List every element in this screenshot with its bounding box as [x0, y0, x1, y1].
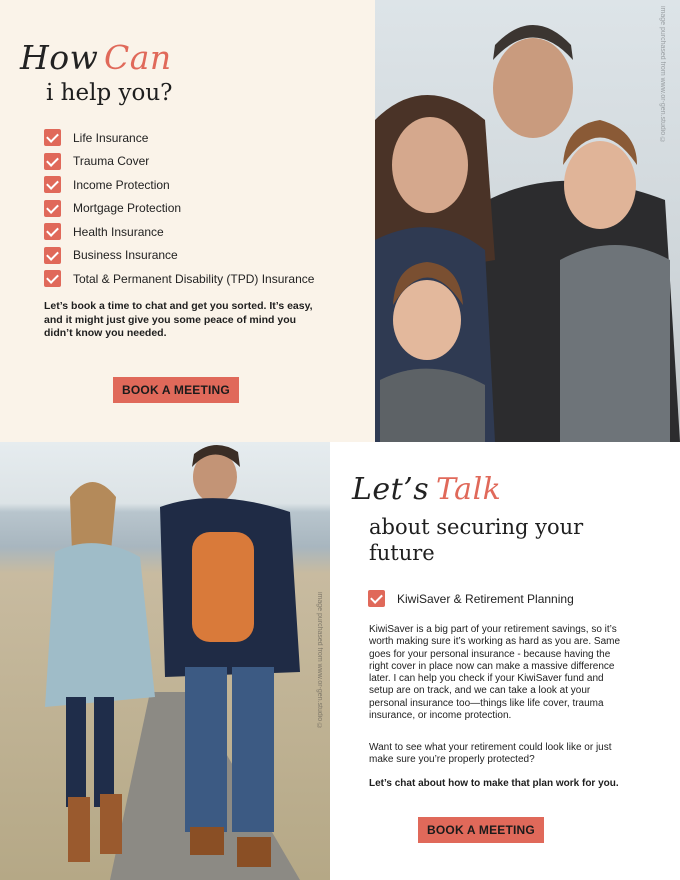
- checkbox-checked-icon: [44, 129, 61, 146]
- chat-plan-paragraph: Let’s chat about how to make that plan work for you.: [369, 778, 619, 789]
- intro-paragraph: Let’s book a time to chat and get you sorted. It’s easy, and it might just give you some peace of mind you didn’t know you needed.: [44, 300, 313, 339]
- book-meeting-button[interactable]: BOOK A MEETING: [113, 377, 239, 403]
- service-label: Total & Permanent Disability (TPD) Insurance: [73, 271, 315, 286]
- service-item: [44, 220, 314, 244]
- checkbox-checked-icon: [44, 200, 61, 217]
- checkbox-checked-icon: [368, 590, 385, 607]
- service-item: [44, 173, 314, 197]
- family-illustration: [375, 0, 680, 442]
- heading-securing-future: about securing your future: [369, 515, 584, 565]
- service-item: [368, 590, 574, 607]
- family-photo: [375, 0, 680, 442]
- services-checklist: [44, 126, 314, 291]
- photo-watermark: image purchased from www.or-gen.studio ©: [316, 592, 323, 731]
- service-label: Income Protection: [73, 177, 170, 192]
- service-label: Trauma Cover: [73, 154, 150, 169]
- service-item: [44, 244, 314, 268]
- retirement-question-paragraph: Want to see what your retirement could look like or just make sure you’re properly protected?: [369, 742, 612, 766]
- heading-can: Can: [104, 38, 172, 77]
- checkbox-checked-icon: [44, 247, 61, 264]
- service-item: [44, 126, 314, 150]
- heading-help-you: i help you?: [46, 80, 173, 106]
- service-label: Mortgage Protection: [73, 201, 182, 216]
- book-meeting-button[interactable]: BOOK A MEETING: [418, 817, 544, 843]
- checkbox-checked-icon: [44, 223, 61, 240]
- couple-illustration: [0, 442, 330, 880]
- photo-watermark: image purchased from www.or-gen.studio ©: [659, 6, 666, 145]
- couple-walking-photo: [0, 442, 330, 880]
- service-item: [44, 197, 314, 221]
- service-label: Health Insurance: [73, 224, 164, 239]
- checkbox-checked-icon: [44, 176, 61, 193]
- checkbox-checked-icon: [44, 153, 61, 170]
- checkbox-checked-icon: [44, 270, 61, 287]
- service-item: [44, 267, 314, 291]
- heading-lets: Let’s: [352, 472, 430, 507]
- heading-how: How: [20, 38, 99, 77]
- service-label: Business Insurance: [73, 248, 178, 263]
- service-label: Life Insurance: [73, 130, 149, 145]
- service-item: [44, 150, 314, 174]
- heading-talk: Talk: [436, 472, 502, 507]
- kiwisaver-paragraph: KiwiSaver is a big part of your retirement savings, so it’s worth making sure it’s working as hard as you are. Same goes for your personal insurance - because having the right cover in place now can make a massive difference later. I can help you check if your KiwiSaver fund and setup are on track, and we can take a look at your personal insurance too—things like life cover, trauma insurance, or income protection.: [369, 624, 621, 722]
- bottom-section: [0, 442, 680, 880]
- service-label: KiwiSaver & Retirement Planning: [397, 591, 574, 606]
